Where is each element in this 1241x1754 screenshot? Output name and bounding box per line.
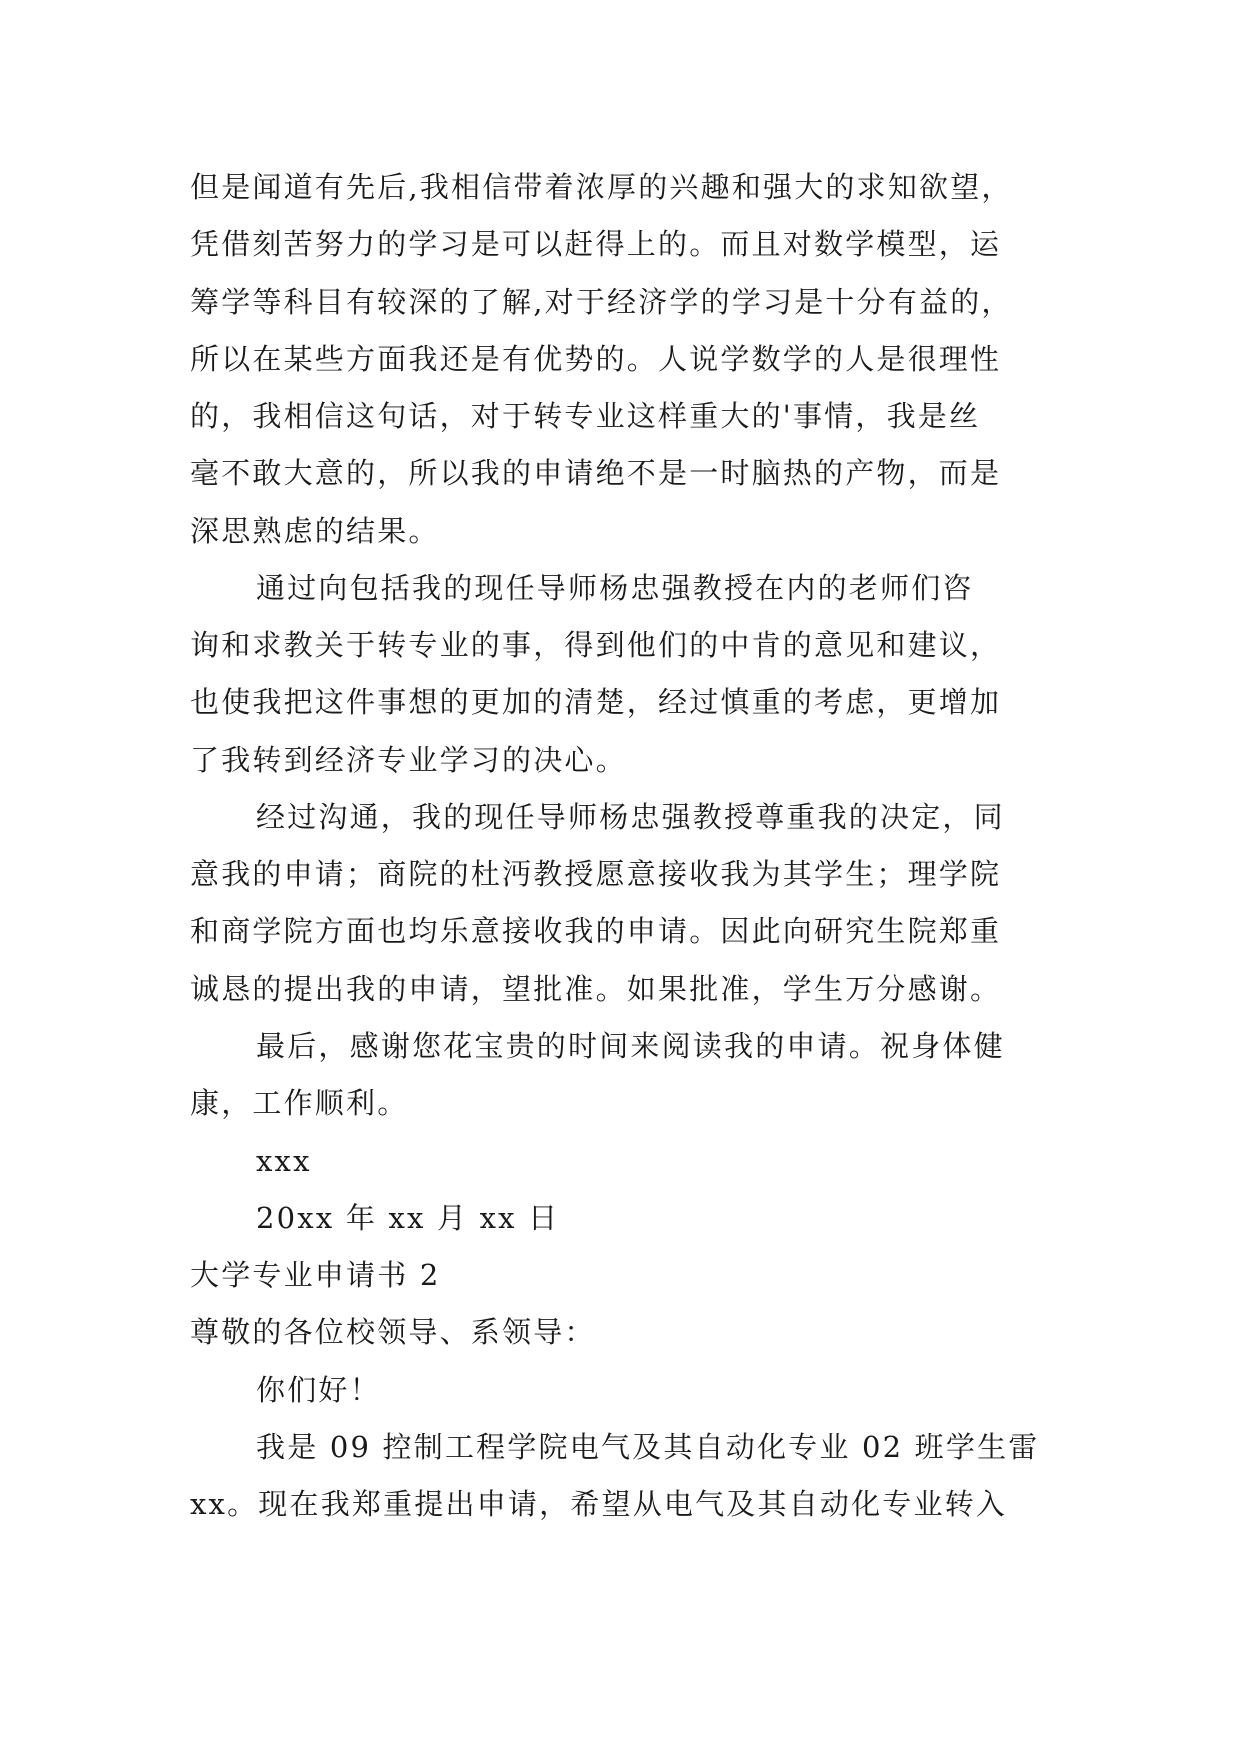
body-text-line: 筹学等科目有较深的了解,对于经济学的学习是十分有益的，: [190, 285, 1013, 319]
paragraph-first-line: 我是 09 控制工程学院电气及其自动化专业 02 班学生雷: [256, 1430, 1040, 1464]
body-text-line: xx。现在我郑重提出申请，希望从电气及其自动化专业转入: [190, 1487, 1008, 1521]
salutation: 尊敬的各位校领导、系领导：: [190, 1315, 596, 1349]
body-text-line: 诚恳的提出我的申请，望批准。如果批准，学生万分感谢。: [190, 972, 1002, 1006]
signature-date: 20xx 年 xx 月 xx 日: [256, 1201, 560, 1235]
body-text-line: 所以在某些方面我还是有优势的。人说学数学的人是很理性: [190, 342, 1002, 376]
body-text-line: 康，工作顺利。: [190, 1086, 409, 1120]
greeting: 你们好！: [256, 1373, 381, 1407]
body-text-line: 询和求教关于转专业的事，得到他们的中肯的意见和建议，: [190, 628, 1002, 662]
body-text-line: 深思熟虑的结果。: [190, 514, 440, 548]
body-text-line: 意我的申请；商院的杜沔教授愿意接收我为其学生；理学院: [190, 857, 1002, 891]
body-text-line: 也使我把这件事想的更加的清楚，经过慎重的考虑，更增加: [190, 685, 1002, 719]
paragraph-first-line: 通过向包括我的现任导师杨忠强教授在内的老师们咨: [256, 571, 974, 605]
body-text-line: 的，我相信这句话，对于转专业这样重大的'事情，我是丝: [190, 399, 981, 433]
body-text-line: 毫不敢大意的，所以我的申请绝不是一时脑热的产物，而是: [190, 456, 1002, 490]
body-text-line: 了我转到经济专业学习的决心。: [190, 743, 627, 777]
section-title: 大学专业申请书 2: [190, 1258, 441, 1292]
body-text-line: 凭借刻苦努力的学习是可以赶得上的。而且对数学模型，运: [190, 227, 1002, 261]
paragraph-first-line: 经过沟通，我的现任导师杨忠强教授尊重我的决定，同: [256, 800, 1005, 834]
signature-name: xxx: [256, 1144, 312, 1178]
body-text-line: 但是闻道有先后,我相信带着浓厚的兴趣和强大的求知欲望，: [190, 170, 1013, 204]
body-text-line: 和商学院方面也均乐意接收我的申请。因此向研究生院郑重: [190, 914, 1002, 948]
paragraph-first-line: 最后，感谢您花宝贵的时间来阅读我的申请。祝身体健: [256, 1029, 1005, 1063]
